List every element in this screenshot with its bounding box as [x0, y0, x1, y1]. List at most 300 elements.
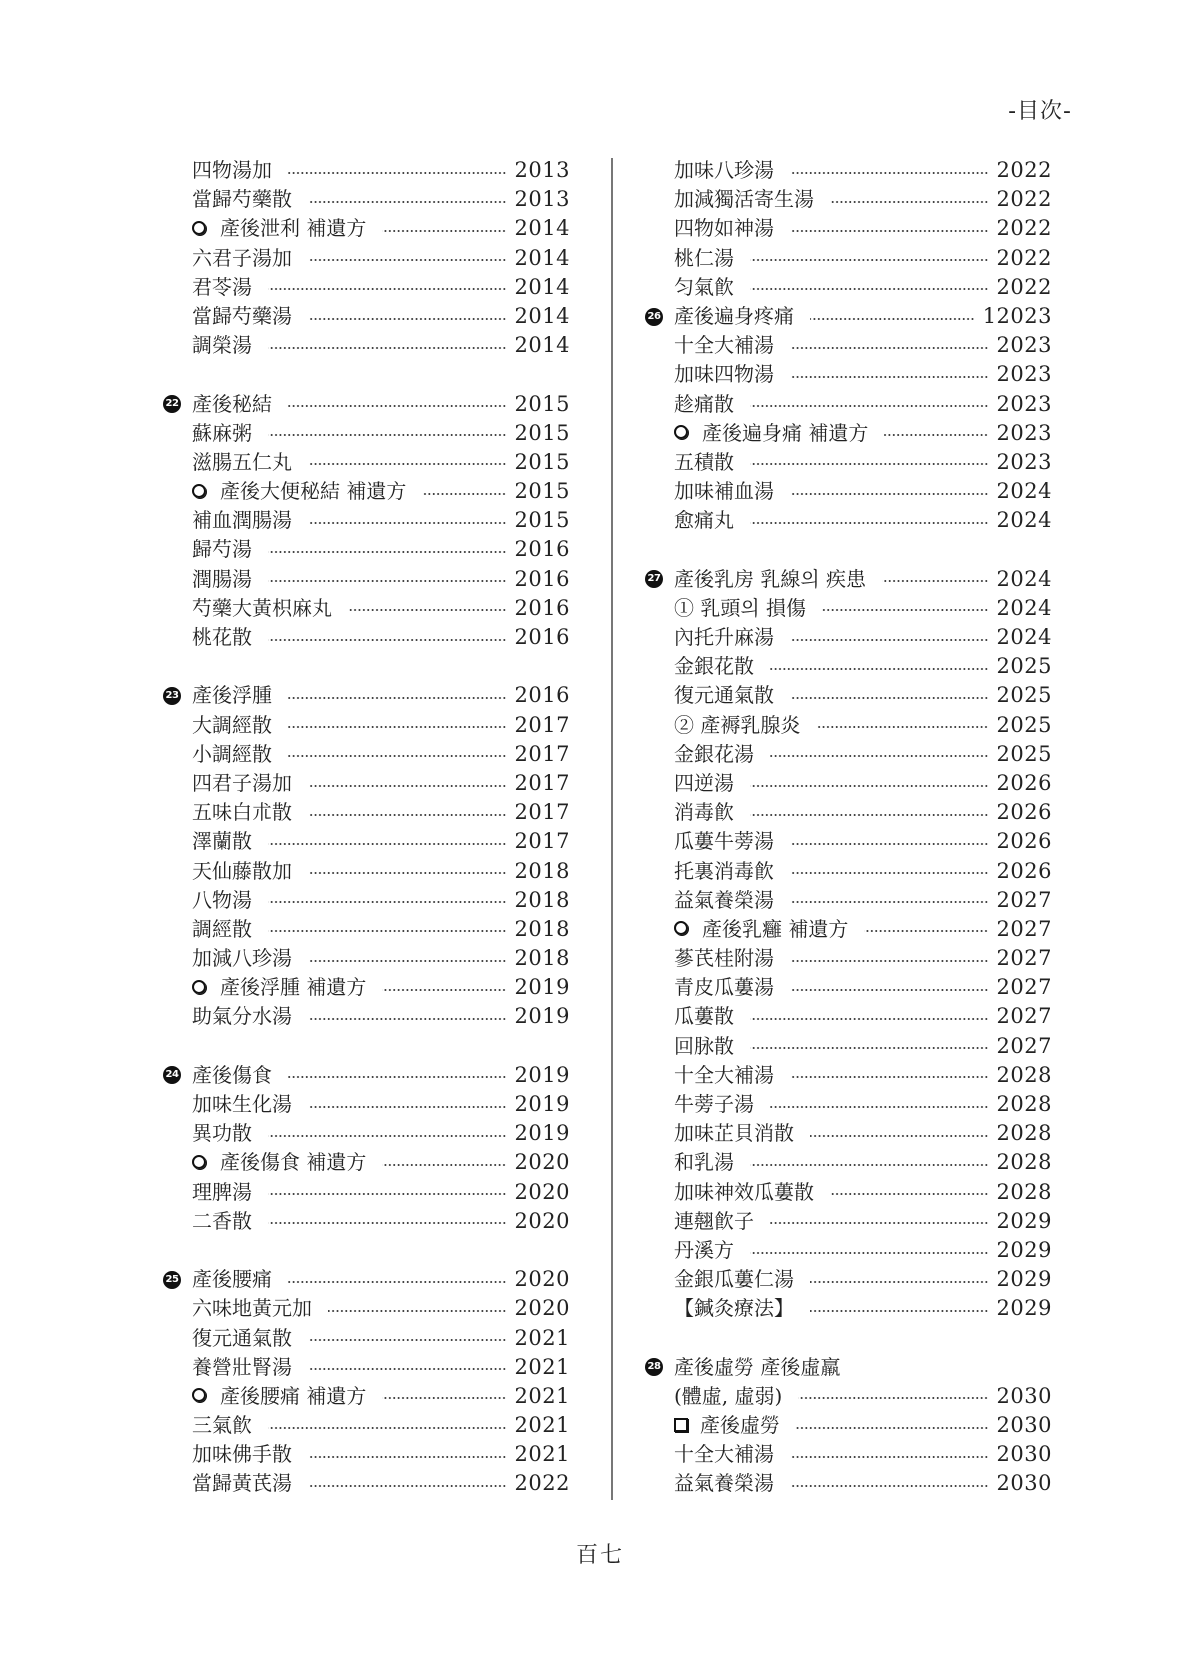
toc-entry[interactable] [674, 1294, 1052, 1323]
toc-entry-label [674, 740, 770, 769]
toc-entry-text: 加味八珍湯 [674, 158, 774, 182]
toc-entry-text: 產後大便秘結 補遺方 [220, 479, 407, 504]
toc-entry-label [674, 1207, 770, 1236]
dot-leader [288, 1281, 507, 1283]
toc-page-number: 2025 [996, 654, 1052, 679]
circle-bullet-icon [192, 221, 206, 235]
dot-leader [790, 1485, 989, 1487]
toc-entry-text: 連翹飮子 [674, 1208, 754, 1233]
toc-entry-label [674, 798, 750, 827]
dot-leader [796, 1427, 989, 1429]
dot-leader [790, 872, 989, 874]
toc-entry[interactable] [192, 1002, 570, 1031]
toc-section-heading[interactable] [165, 390, 570, 419]
toc-page-number: 2021 [514, 1325, 570, 1350]
toc-entry-label [192, 857, 308, 886]
toc-entry-text: 小調經散 [192, 741, 272, 766]
dot-leader [268, 1427, 507, 1429]
toc-entry-text: 當歸芍藥散 [192, 187, 292, 212]
toc-entry-text: 產後虛勞 產後虛羸 [674, 1354, 841, 1379]
dot-leader [288, 405, 507, 407]
toc-entry-text: 牛蒡子湯 [674, 1092, 754, 1116]
toc-page-number: 2018 [514, 858, 570, 883]
toc-entry-label [674, 1265, 810, 1294]
circle-bullet-icon [674, 921, 688, 935]
toc-entry[interactable] [674, 331, 1052, 360]
toc-entry[interactable] [674, 1032, 1052, 1061]
toc-entry-text: 加味四物湯 [674, 362, 774, 387]
toc-entry-label [192, 681, 288, 710]
toc-entry[interactable] [192, 185, 570, 214]
toc-entry[interactable] [674, 244, 1052, 273]
toc-entry[interactable] [674, 1178, 1052, 1207]
toc-right-column [647, 156, 1052, 1499]
toc-page-number: 2019 [514, 1062, 570, 1087]
toc-entry-text: 十全大補湯 [674, 1062, 774, 1087]
toc-entry-label [674, 623, 790, 652]
toc-section-heading[interactable] [647, 565, 1052, 594]
toc-entry[interactable] [674, 1382, 1052, 1411]
toc-page-number: 2028 [996, 1062, 1052, 1087]
toc-entry-label [674, 1148, 750, 1177]
toc-entry-label [674, 477, 790, 506]
toc-page-number: 2022 [996, 216, 1052, 241]
dot-leader [790, 1076, 989, 1078]
toc-entry[interactable] [192, 1440, 570, 1469]
toc-entry-label [674, 244, 750, 273]
toc-entry-text: 愈痛丸 [674, 508, 734, 533]
toc-entry-label [192, 419, 268, 448]
dot-leader [790, 901, 989, 903]
toc-page-number: 2018 [514, 887, 570, 912]
toc-entry[interactable] [674, 973, 1052, 1002]
toc-entry-text: 天仙藤散加 [192, 858, 292, 883]
dot-leader [750, 405, 989, 407]
toc-page-number: 2019 [514, 1121, 570, 1146]
dot-leader [790, 172, 989, 174]
dot-leader [308, 872, 507, 874]
toc-entry-text: 消毒飮 [674, 800, 734, 825]
toc-entry[interactable] [192, 1178, 570, 1207]
toc-entry-text: 益氣養榮湯 [674, 887, 774, 912]
toc-section-heading[interactable] [165, 681, 570, 710]
toc-entry-text: 歸芍湯 [192, 537, 252, 562]
toc-entry[interactable] [674, 886, 1052, 915]
toc-entry[interactable] [674, 594, 1052, 623]
toc-entry[interactable] [192, 244, 570, 273]
toc-section-heading[interactable] [647, 1353, 1052, 1382]
section-spacer [674, 1324, 1052, 1353]
toc-entry-text: 君苓湯 [192, 274, 252, 299]
toc-entry-label [674, 915, 864, 944]
toc-page-number: 2029 [996, 1267, 1052, 1292]
toc-page-number: 2024 [996, 508, 1052, 533]
toc-page-number: 2018 [514, 916, 570, 941]
toc-entry-text: 匀氣飮 [674, 274, 734, 299]
toc-entry[interactable] [674, 798, 1052, 827]
toc-entry-label [192, 331, 268, 360]
toc-entry-text: 產後泄利 補遺方 [220, 216, 367, 241]
toc-page-number: 2020 [514, 1267, 570, 1292]
toc-entry[interactable] [674, 477, 1052, 506]
toc-entry-text: 十全大補湯 [674, 1442, 774, 1467]
toc-page-number: 2028 [996, 1121, 1052, 1146]
toc-entry[interactable] [674, 681, 1052, 710]
toc-entry-text: 八物湯 [192, 887, 252, 912]
circle-bullet-icon [192, 484, 206, 498]
toc-entry-text: 五積散 [674, 449, 734, 474]
toc-entry[interactable] [192, 798, 570, 827]
toc-section-heading[interactable] [647, 302, 1052, 331]
section-number-badge-icon: 24 [163, 1066, 181, 1084]
toc-entry-text: 產後傷食 [192, 1062, 272, 1087]
toc-entry[interactable] [192, 769, 570, 798]
toc-entry[interactable] [192, 506, 570, 535]
dot-leader [816, 726, 988, 728]
dot-leader [382, 1164, 506, 1166]
square-bullet-icon [674, 1418, 688, 1432]
toc-entry[interactable] [674, 419, 1052, 448]
toc-page-number: 2022 [514, 1471, 570, 1496]
toc-entry-text: 丹溪方 [674, 1237, 734, 1262]
dot-leader [268, 347, 507, 349]
toc-page-number: 2015 [514, 449, 570, 474]
toc-entry-label [674, 1002, 750, 1031]
toc-entry-label [674, 1353, 856, 1382]
dot-leader [382, 989, 506, 991]
dot-leader [750, 1018, 989, 1020]
toc-entry[interactable] [674, 156, 1052, 185]
toc-entry-text: 四物湯加 [192, 158, 272, 182]
toc-entry-label [192, 594, 348, 623]
toc-entry-label [674, 769, 750, 798]
circle-bullet-icon [192, 1155, 206, 1169]
toc-entry-label [192, 944, 308, 973]
dot-leader [308, 1456, 507, 1458]
toc-entry-label [674, 156, 790, 185]
dot-leader [790, 697, 989, 699]
toc-entry-text: 潤腸湯 [192, 566, 252, 591]
toc-entry[interactable] [674, 1061, 1052, 1090]
toc-entry[interactable] [674, 1002, 1052, 1031]
toc-entry-label [192, 477, 422, 506]
toc-entry-label [674, 1178, 830, 1207]
toc-entry[interactable] [674, 769, 1052, 798]
toc-entry-text: 【鍼灸療法】 [674, 1296, 794, 1321]
toc-entry-text: 異功散 [192, 1121, 252, 1146]
page-number: 百七 [575, 1543, 624, 1568]
toc-page-number: 2021 [514, 1354, 570, 1379]
toc-page-number: 2028 [996, 1150, 1052, 1175]
toc-entry-label [192, 1119, 268, 1148]
section-number-badge-icon: 26 [645, 308, 663, 326]
toc-entry[interactable] [674, 1119, 1052, 1148]
dot-leader [348, 609, 507, 611]
toc-section-heading[interactable] [165, 1061, 570, 1090]
toc-entry-label [192, 565, 268, 594]
circle-bullet-icon [192, 1388, 206, 1402]
toc-page-number: 2016 [514, 625, 570, 649]
toc-page-number: 2019 [514, 1092, 570, 1116]
toc-page-number: 2024 [996, 566, 1052, 591]
dot-leader [268, 580, 507, 582]
toc-entry[interactable] [192, 886, 570, 915]
toc-page-number: 2023 [996, 391, 1052, 416]
toc-entry-label [674, 390, 750, 419]
toc-entry-label [192, 1411, 268, 1440]
toc-page-number: 2017 [514, 741, 570, 766]
toc-entry[interactable] [192, 419, 570, 448]
toc-entry-text: 產後傷食 補遺方 [220, 1150, 367, 1175]
toc-page-number: 2015 [514, 479, 570, 504]
toc-entry-label [192, 448, 308, 477]
dot-leader [308, 463, 507, 465]
toc-page-number: 2021 [514, 1413, 570, 1438]
toc-entry-label [674, 1090, 770, 1119]
toc-entry[interactable] [674, 1469, 1052, 1498]
toc-entry[interactable] [192, 740, 570, 769]
toc-entry-text: 青皮瓜蔞湯 [674, 975, 774, 1000]
toc-entry[interactable] [192, 477, 570, 506]
toc-entry[interactable] [192, 273, 570, 302]
toc-page-number: 2030 [996, 1413, 1052, 1438]
toc-entry[interactable] [674, 652, 1052, 681]
toc-page-number: 2024 [996, 595, 1052, 620]
toc-entry[interactable] [192, 973, 570, 1002]
toc-entry[interactable] [192, 535, 570, 564]
dot-leader [288, 726, 507, 728]
toc-entry[interactable] [192, 623, 570, 652]
toc-entry-label [674, 565, 882, 594]
toc-entry-label [192, 1090, 308, 1119]
dot-leader [822, 609, 989, 611]
toc-page-number: 2015 [514, 420, 570, 445]
toc-entry-label [192, 302, 308, 331]
toc-entry-label [674, 652, 770, 681]
toc-entry-text: 產後虛勞 [700, 1413, 780, 1438]
toc-entry-label [192, 244, 308, 273]
toc-entry-text: 四物如神湯 [674, 216, 774, 241]
section-number-badge-icon: 22 [163, 395, 181, 413]
dot-leader [268, 901, 507, 903]
toc-entry[interactable] [192, 857, 570, 886]
toc-entry[interactable] [674, 273, 1052, 302]
dot-leader [810, 1135, 989, 1137]
toc-entry[interactable] [192, 827, 570, 856]
section-spacer [192, 1236, 570, 1265]
toc-page-number: 2016 [514, 566, 570, 591]
toc-entry-text: 產後遍身疼痛 [674, 303, 794, 328]
toc-page-number: 2022 [996, 274, 1052, 299]
toc-entry-text: 加味芷貝消散 [674, 1121, 794, 1146]
toc-entry-text: 四逆湯 [674, 770, 734, 795]
toc-entry[interactable] [674, 1090, 1052, 1119]
toc-entry-text: 瓜蔞散 [674, 1004, 734, 1029]
toc-entry-text: 三氣飮 [192, 1413, 252, 1438]
toc-entry-text: 加味神效瓜蔞散 [674, 1179, 814, 1204]
toc-entry[interactable] [674, 1440, 1052, 1469]
section-spacer [192, 652, 570, 681]
toc-entry[interactable] [192, 302, 570, 331]
toc-entry[interactable] [192, 1090, 570, 1119]
toc-page-number: 2017 [514, 770, 570, 795]
toc-page-number: 2015 [514, 391, 570, 416]
dot-leader [750, 522, 989, 524]
toc-entry[interactable] [192, 1119, 570, 1148]
dot-leader [790, 639, 989, 641]
toc-entry[interactable] [192, 1148, 570, 1177]
toc-page-number: 2020 [514, 1296, 570, 1321]
dot-leader [790, 843, 989, 845]
dot-leader [790, 230, 989, 232]
toc-entry-label [192, 915, 268, 944]
toc-page-number: 2014 [514, 245, 570, 270]
toc-entry-text: 產後浮腫 [192, 683, 272, 708]
toc-entry-text: 托裏消毒飮 [674, 858, 774, 883]
toc-page-number: 2015 [514, 508, 570, 533]
toc-entry[interactable] [674, 827, 1052, 856]
dot-leader [308, 201, 507, 203]
toc-left-column [165, 156, 570, 1499]
toc-entry[interactable] [674, 711, 1052, 740]
dot-leader [382, 230, 506, 232]
toc-page-number: 2030 [996, 1442, 1052, 1467]
toc-entry[interactable] [192, 594, 570, 623]
toc-entry[interactable] [192, 1353, 570, 1382]
toc-entry-label [192, 798, 308, 827]
dot-leader [268, 288, 507, 290]
toc-entry[interactable] [192, 448, 570, 477]
section-number-badge-icon: 27 [645, 570, 663, 588]
toc-entry[interactable] [192, 1411, 570, 1440]
toc-entry-label [192, 1469, 308, 1498]
dot-leader [790, 1456, 989, 1458]
toc-entry[interactable] [192, 565, 570, 594]
toc-page-number: 2023 [996, 362, 1052, 387]
section-spacer [192, 1032, 570, 1061]
dot-leader [308, 785, 507, 787]
toc-entry-label [674, 1440, 790, 1469]
toc-entry[interactable] [674, 390, 1052, 419]
toc-entry-label [674, 185, 830, 214]
toc-entry-label [192, 740, 288, 769]
toc-page-number: 2020 [514, 1208, 570, 1233]
toc-entry-label [674, 857, 790, 886]
toc-entry[interactable] [674, 1236, 1052, 1265]
toc-entry[interactable] [674, 857, 1052, 886]
toc-section-heading[interactable] [165, 1265, 570, 1294]
dot-leader [308, 522, 507, 524]
toc-entry[interactable] [192, 915, 570, 944]
dot-leader [268, 551, 507, 553]
toc-page-number: 2014 [514, 333, 570, 358]
toc-entry[interactable] [674, 1148, 1052, 1177]
toc-entry-label [192, 1061, 288, 1090]
toc-entry-text: 六味地黃元加 [192, 1296, 312, 1321]
toc-entry[interactable] [674, 944, 1052, 973]
toc-page-number: 2026 [996, 858, 1052, 883]
toc-page-number: 2019 [514, 975, 570, 1000]
toc-entry[interactable] [674, 740, 1052, 769]
toc-entry[interactable] [674, 1411, 1052, 1440]
toc-entry[interactable] [192, 1294, 570, 1323]
toc-entry-label [674, 419, 884, 448]
toc-page-number: 2028 [996, 1179, 1052, 1204]
dot-leader [770, 668, 989, 670]
toc-entry-text: (體虛, 虛弱) [674, 1383, 783, 1408]
toc-entry-text: 理脾湯 [192, 1179, 252, 1204]
toc-entry-label [674, 331, 790, 360]
toc-page-number: 2017 [514, 829, 570, 854]
toc-entry-text: 金銀瓜蔞仁湯 [674, 1267, 794, 1292]
toc-entry[interactable] [192, 711, 570, 740]
toc-entry-text: 調經散 [192, 916, 252, 941]
toc-entry[interactable] [674, 185, 1052, 214]
toc-page-number: 2026 [996, 800, 1052, 825]
dot-leader [308, 1339, 507, 1341]
toc-entry[interactable] [192, 1324, 570, 1353]
dot-leader [770, 1106, 989, 1108]
toc-entry-label [674, 1382, 798, 1411]
toc-entry-text: 和乳湯 [674, 1150, 734, 1175]
toc-page-number: 2020 [514, 1179, 570, 1204]
dot-leader [308, 318, 507, 320]
dot-leader [750, 785, 989, 787]
dot-leader [308, 814, 507, 816]
toc-entry[interactable] [192, 331, 570, 360]
toc-entry-text: 趁痛散 [674, 391, 734, 416]
toc-entry[interactable] [674, 1265, 1052, 1294]
toc-entry[interactable] [674, 360, 1052, 389]
toc-entry-text: 產後腰痛 補遺方 [220, 1383, 367, 1408]
toc-entry[interactable] [674, 214, 1052, 243]
toc-entry[interactable] [674, 448, 1052, 477]
dot-leader [790, 376, 989, 378]
toc-entry[interactable] [674, 623, 1052, 652]
toc-entry-text: 四君子湯加 [192, 770, 292, 795]
toc-entry[interactable] [192, 156, 570, 185]
toc-entry[interactable] [192, 944, 570, 973]
page-header-title: -目次- [1008, 99, 1072, 124]
toc-entry-label [674, 1469, 790, 1498]
toc-entry[interactable] [674, 915, 1052, 944]
section-spacer [192, 360, 570, 389]
toc-entry[interactable] [192, 1207, 570, 1236]
toc-entry-text: 當歸黃芪湯 [192, 1471, 292, 1496]
toc-entry[interactable] [674, 1207, 1052, 1236]
toc-entry-text: 益氣養榮湯 [674, 1471, 774, 1496]
toc-entry[interactable] [192, 1382, 570, 1411]
dot-leader [288, 697, 507, 699]
toc-page-number: 2022 [996, 245, 1052, 270]
dot-leader [750, 814, 989, 816]
toc-entry[interactable] [192, 1469, 570, 1498]
toc-page-number: 2024 [996, 479, 1052, 504]
toc-page-number: 2029 [996, 1237, 1052, 1262]
toc-entry-text: 產後乳癰 補遺方 [702, 916, 849, 941]
dot-leader [790, 989, 989, 991]
toc-entry[interactable] [674, 506, 1052, 535]
dot-leader [268, 639, 507, 641]
toc-entry-text: 加味生化湯 [192, 1092, 292, 1116]
toc-entry-label [192, 156, 288, 185]
toc-entry-label [674, 827, 790, 856]
toc-entry-text: 產後浮腫 補遺方 [220, 975, 367, 1000]
toc-page-number: 2029 [996, 1208, 1052, 1233]
section-spacer [674, 535, 1052, 564]
toc-page-number: 2026 [996, 770, 1052, 795]
toc-entry[interactable] [192, 214, 570, 243]
